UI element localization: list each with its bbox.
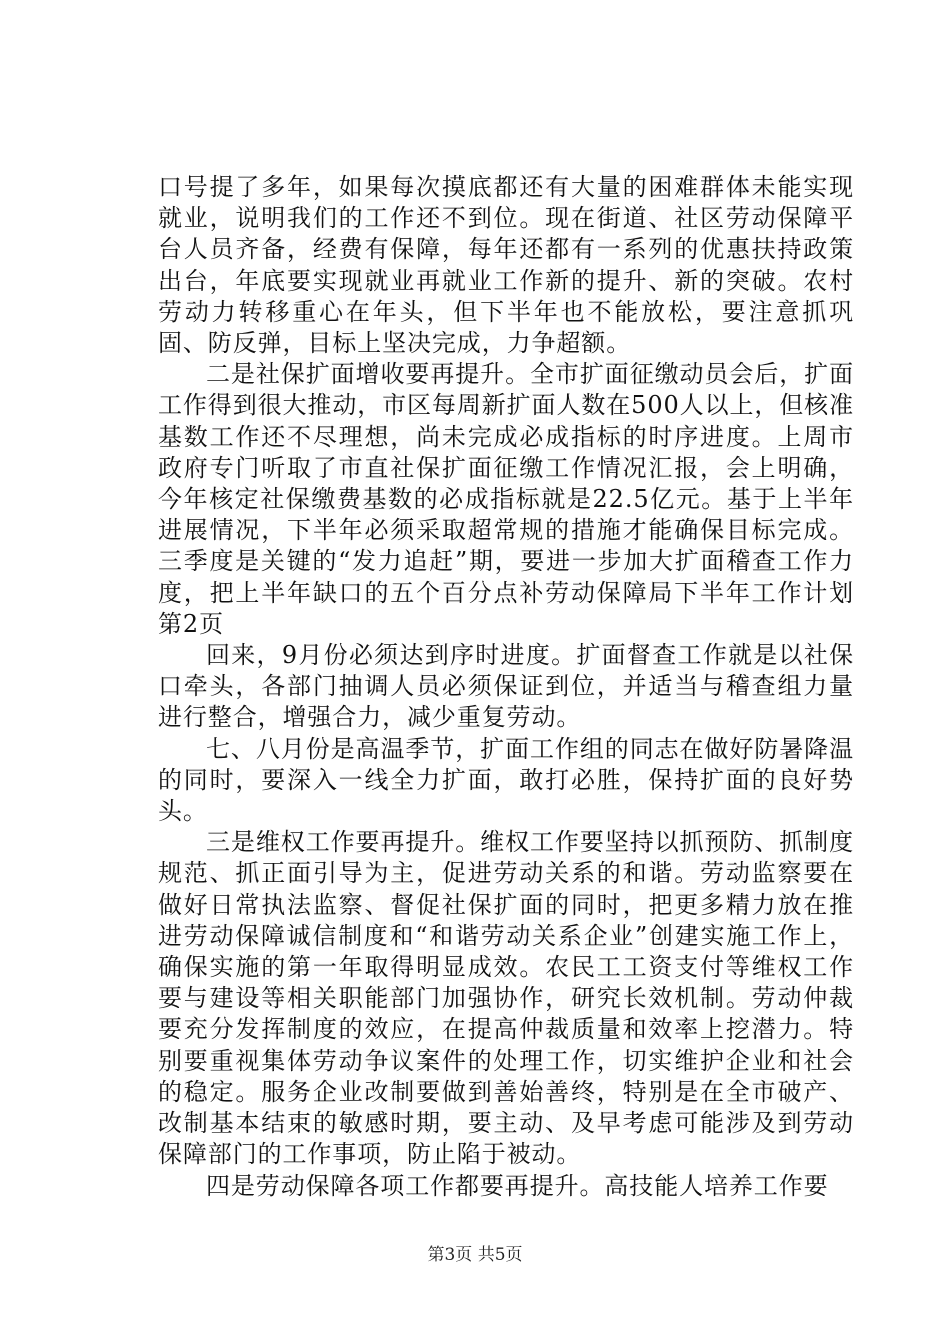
paragraph-5: 三是维权工作要再提升。维权工作要坚持以抓预防、抓制度规范、抓正面引导为主，促进劳动关系的和谐。劳动监察要在做好日常执法监察、督促社保扩面的同时，把更多精力放在推进劳动保障诚信制度和“和谐劳动关系企业”创建实施工作上，确保实施的第一年取得明显成效。农民工工资支付等维权工作要与建设等相关职能部门加强协作，研究长效机制。劳动仲裁要充分发挥制度的效应，在提高仲裁质量和效率上挖潜力。特别要重视集体劳动争议案件的处理工作，切实维护企业和社会的稳定。服务企业改制要做到善始善终，特别是在全市破产、改制基本结束的敏感时期，要主动、及早考虑可能涉及到劳动保障部门的工作事项，防止陷于被动。 xyxy=(158,828,854,1169)
document-body xyxy=(158,172,854,1202)
paragraph-4: 七、八月份是高温季节，扩面工作组的同志在做好防暑降温的同时，要深入一线全力扩面，敢打必胜，保持扩面的良好势头。 xyxy=(158,734,854,826)
paragraph-2: 二是社保扩面增收要再提升。全市扩面征缴动员会后，扩面工作得到很大推动，市区每周新扩面人数在500人以上，但核准基数工作还不尽理想，尚未完成必成指标的时序进度。上周市政府专门听取了市直社保扩面征缴工作情况汇报，会上明确，今年核定社保缴费基数的必成指标就是22.5亿元。基于上半年进展情况，下半年必须采取超常规的措施才能确保目标完成。三季度是关键的“发力追赶”期，要进一步加大扩面稽查工作力度，把上半年缺口的五个百分点补劳动保障局下半年工作计划第2页 xyxy=(158,360,854,638)
paragraph-3: 回来，9月份必须达到序时进度。扩面督查工作就是以社保口牵头，各部门抽调人员必须保证到位，并适当与稽查组力量进行整合，增强合力，减少重复劳动。 xyxy=(158,641,854,732)
paragraph-6: 四是劳动保障各项工作都要再提升。高技能人培养工作要 xyxy=(206,1171,829,1200)
paragraph-1: 口号提了多年，如果每次摸底都还有大量的困难群体未能实现就业，说明我们的工作还不到位。现在街道、社区劳动保障平台人员齐备，经费有保障，每年还都有一系列的优惠扶持政策出台，年底要实现就业再就业工作新的提升、新的突破。农村劳动力转移重心在年头，但下半年也不能放松，要注意抓巩固、防反弹，目标上坚决完成，力争超额。 xyxy=(158,173,854,358)
page-footer: 第3页 共5页 xyxy=(427,1245,523,1265)
